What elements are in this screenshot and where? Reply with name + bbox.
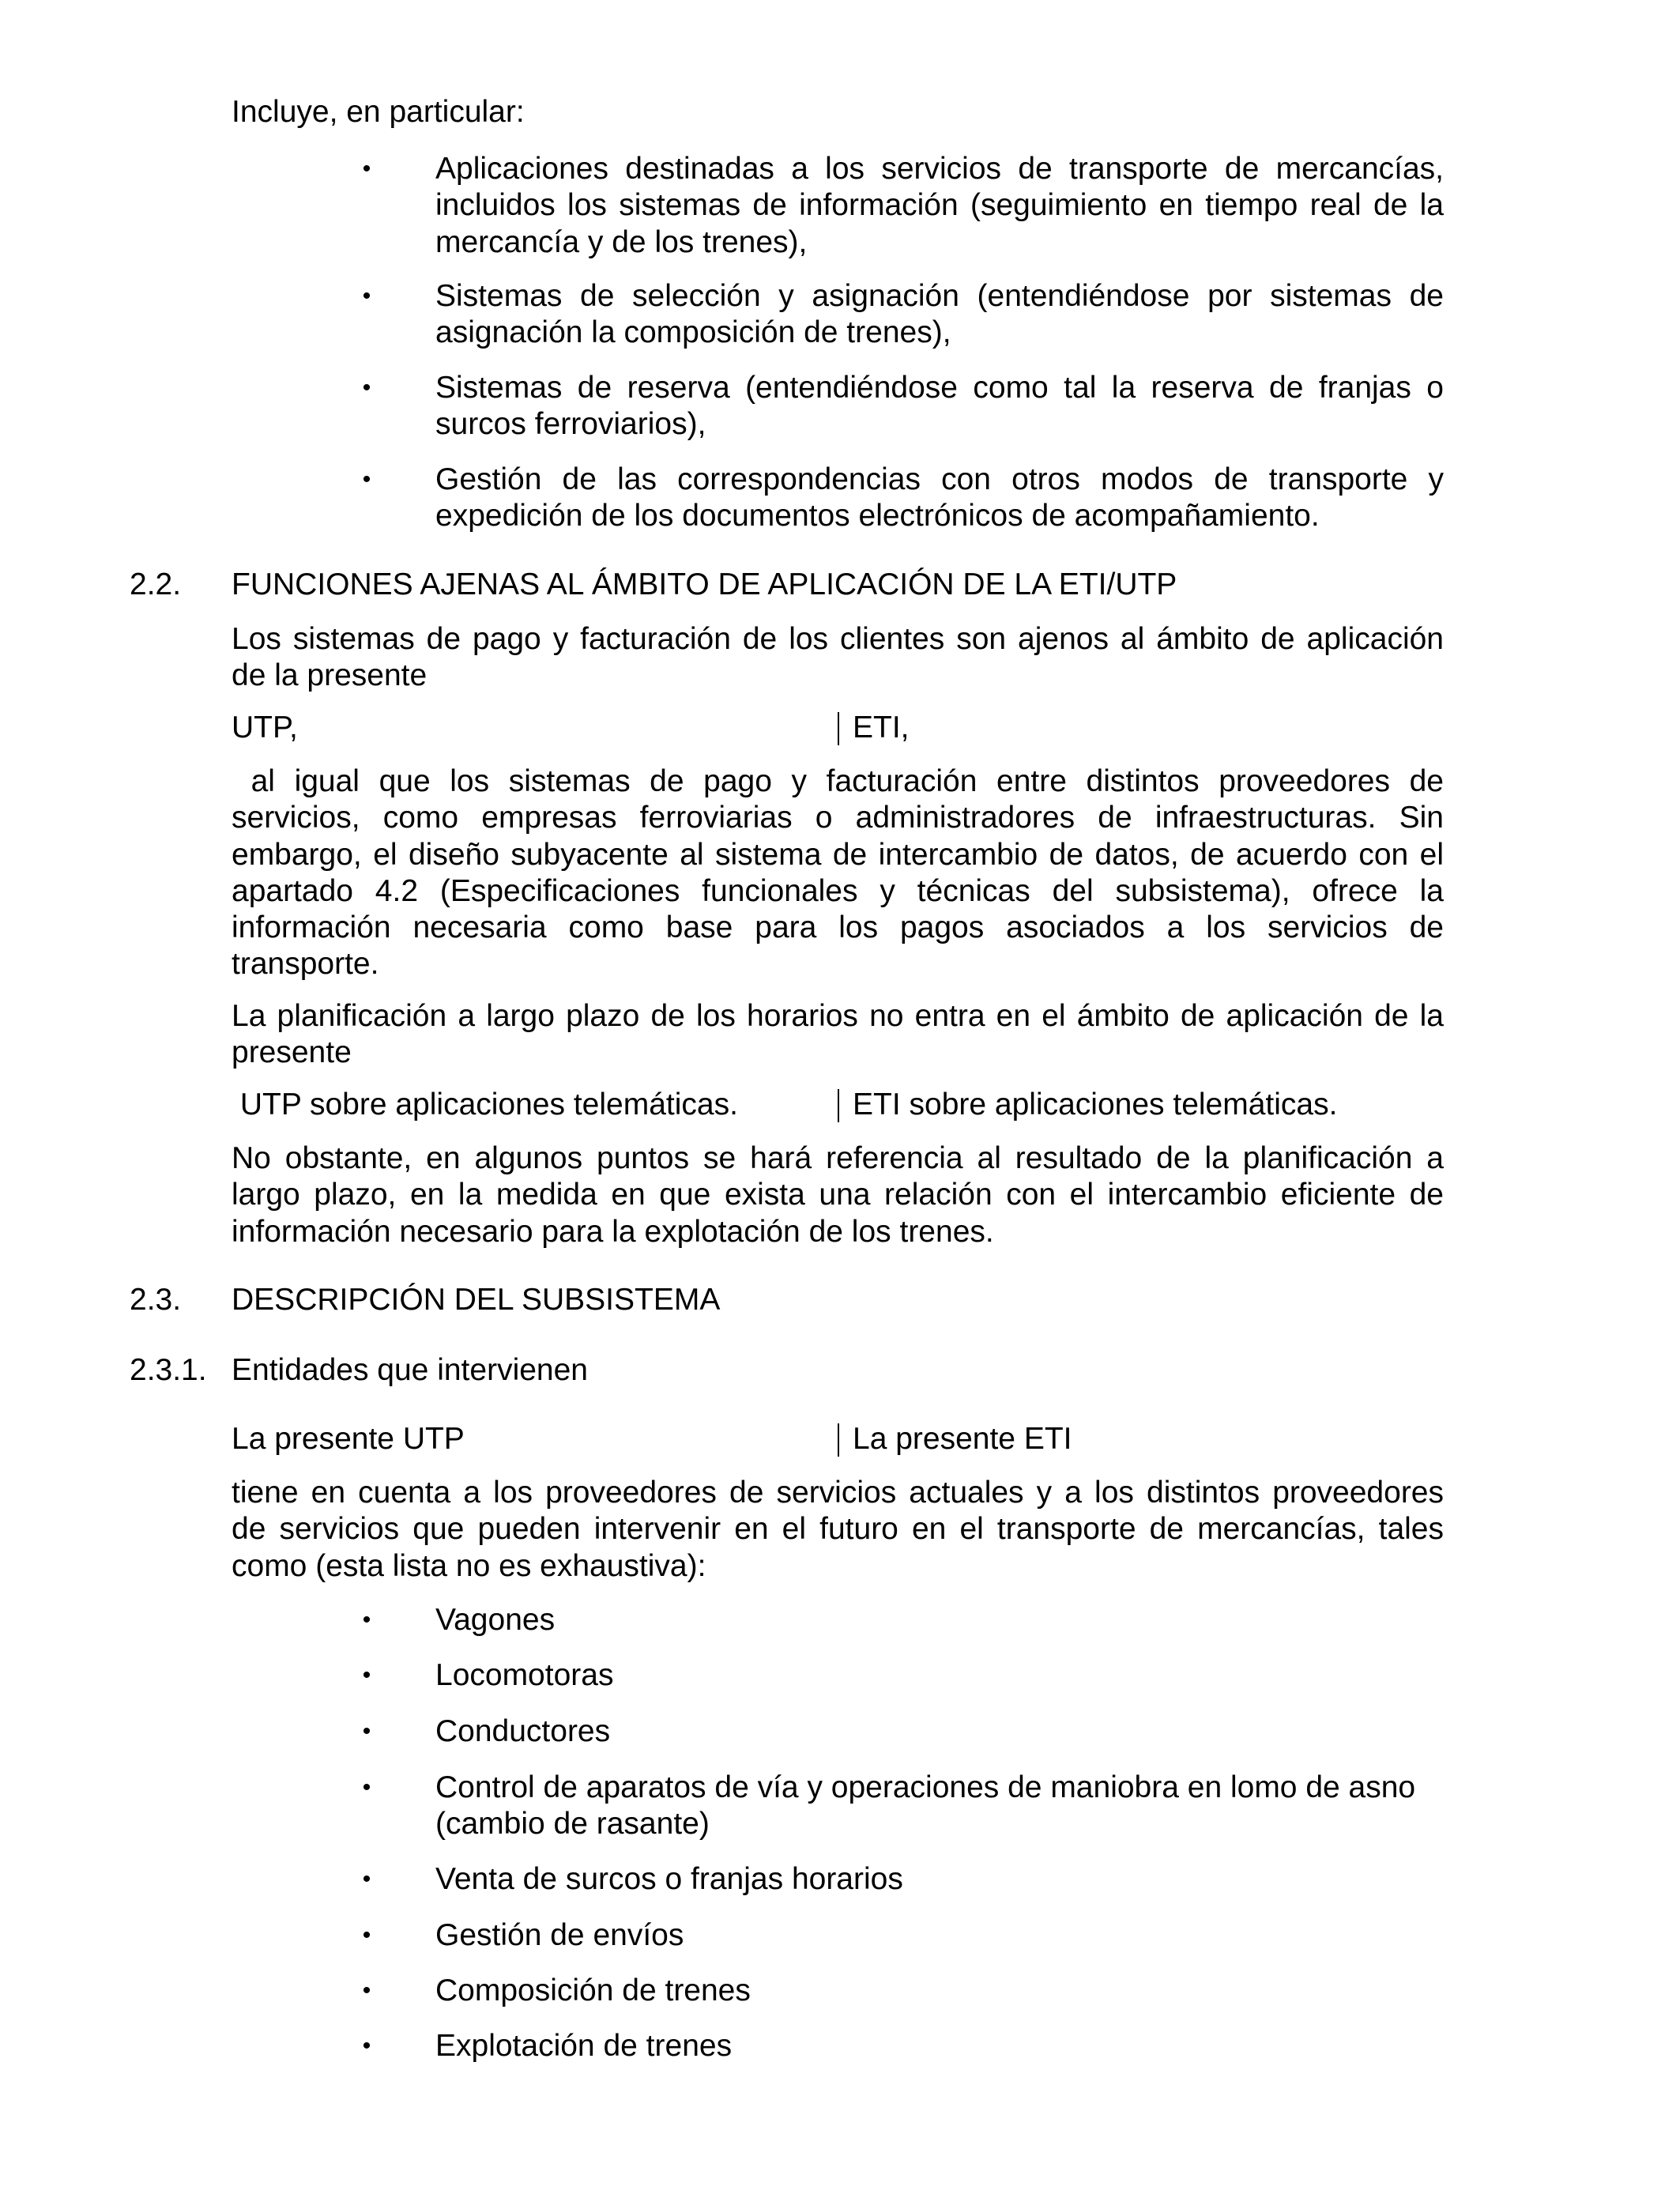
column-text-right: La presente ETI [853, 1422, 1072, 1456]
intro-text: Incluye, en particular: [232, 95, 525, 129]
list-item: Sistemas de selección y asignación (entendiéndose por sistemas de asignación la composición de trenes), [435, 279, 1444, 350]
list-item: Conductores [435, 1714, 611, 1748]
bullet-icon: • [362, 375, 371, 401]
column-text-left: UTP sobre aplicaciones telemáticas. [232, 1088, 738, 1122]
column-text-right: ETI, [853, 711, 910, 745]
paragraph: La planificación a largo plazo de los horarios no entra en el ámbito de aplicación de la presente [232, 999, 1444, 1070]
list-item: Explotación de trenes [435, 2029, 733, 2063]
list-item: Sistemas de reserva (entendiéndose como tal la reserva de franjas o surcos ferroviarios), [435, 371, 1444, 442]
paragraph: No obstante, en algunos puntos se hará referencia al resultado de la planificación a largo plazo, en la medida en que exista una relación con el intercambio eficiente de información necesario para la explotación de los trenes. [232, 1141, 1444, 1249]
paragraph: al igual que los sistemas de pago y facturación entre distintos proveedores de servicios, como empresas ferroviarias o administradores de infraestructuras. Sin embargo, el diseño subyacente al sistema de intercambio de datos, de acuerdo con el apartado 4.2 (Especificaciones funcionales y técnicas del subsistema), ofrece la información necesaria como base para los pagos asociados a los servicios de transporte. [232, 764, 1444, 982]
column-divider [838, 1089, 839, 1122]
list-item: Aplicaciones destinadas a los servicios de transporte de mercancías, incluidos los sistemas de información (seguimiento en tiempo real de la mercancía y de los trenes), [435, 152, 1444, 259]
column-divider [838, 712, 839, 745]
bullet-icon: • [362, 156, 371, 182]
column-text-left: La presente UTP [232, 1422, 465, 1456]
subsection-number: 2.3.1. [130, 1353, 207, 1387]
bullet-icon: • [362, 283, 371, 309]
list-item: Venta de surcos o franjas horarios [435, 1862, 903, 1896]
bullet-icon: • [362, 1774, 371, 1800]
list-item: Composición de trenes [435, 1973, 751, 2007]
bullet-icon: • [362, 1922, 371, 1948]
bullet-icon: • [362, 1977, 371, 2004]
section-title: FUNCIONES AJENAS AL ÁMBITO DE APLICACIÓN DE LA ETI/UTP [232, 567, 1177, 601]
list-item: Locomotoras [435, 1658, 614, 1692]
list-item: Gestión de envíos [435, 1918, 684, 1952]
paragraph: tiene en cuenta a los proveedores de servicios actuales y a los distintos proveedores de servicios que pueden intervenir en el futuro en el transporte de mercancías, tales como (esta lista no es exhaustiva): [232, 1476, 1444, 1583]
list-item: Control de aparatos de vía y operaciones de maniobra en lomo de asno (cambio de rasante) [435, 1770, 1416, 1842]
bullet-icon: • [362, 2033, 371, 2059]
column-text-right: ETI sobre aplicaciones telemáticas. [853, 1088, 1338, 1122]
paragraph: Los sistemas de pago y facturación de los clientes son ajenos al ámbito de aplicación de la presente [232, 622, 1444, 693]
list-item: Gestión de las correspondencias con otros modos de transporte y expedición de los documentos electrónicos de acompañamiento. [435, 462, 1444, 533]
subsection-title: Entidades que intervienen [232, 1353, 588, 1387]
section-number: 2.3. [130, 1283, 182, 1317]
bullet-icon: • [362, 1718, 371, 1744]
list-item: Vagones [435, 1603, 556, 1637]
bullet-icon: • [362, 1866, 371, 1892]
bullet-icon: • [362, 1607, 371, 1633]
bullet-icon: • [362, 466, 371, 492]
section-number: 2.2. [130, 567, 182, 601]
bullet-icon: • [362, 1662, 371, 1688]
section-title: DESCRIPCIÓN DEL SUBSISTEMA [232, 1283, 721, 1317]
column-divider [838, 1423, 839, 1457]
column-text-left: UTP, [232, 711, 298, 745]
